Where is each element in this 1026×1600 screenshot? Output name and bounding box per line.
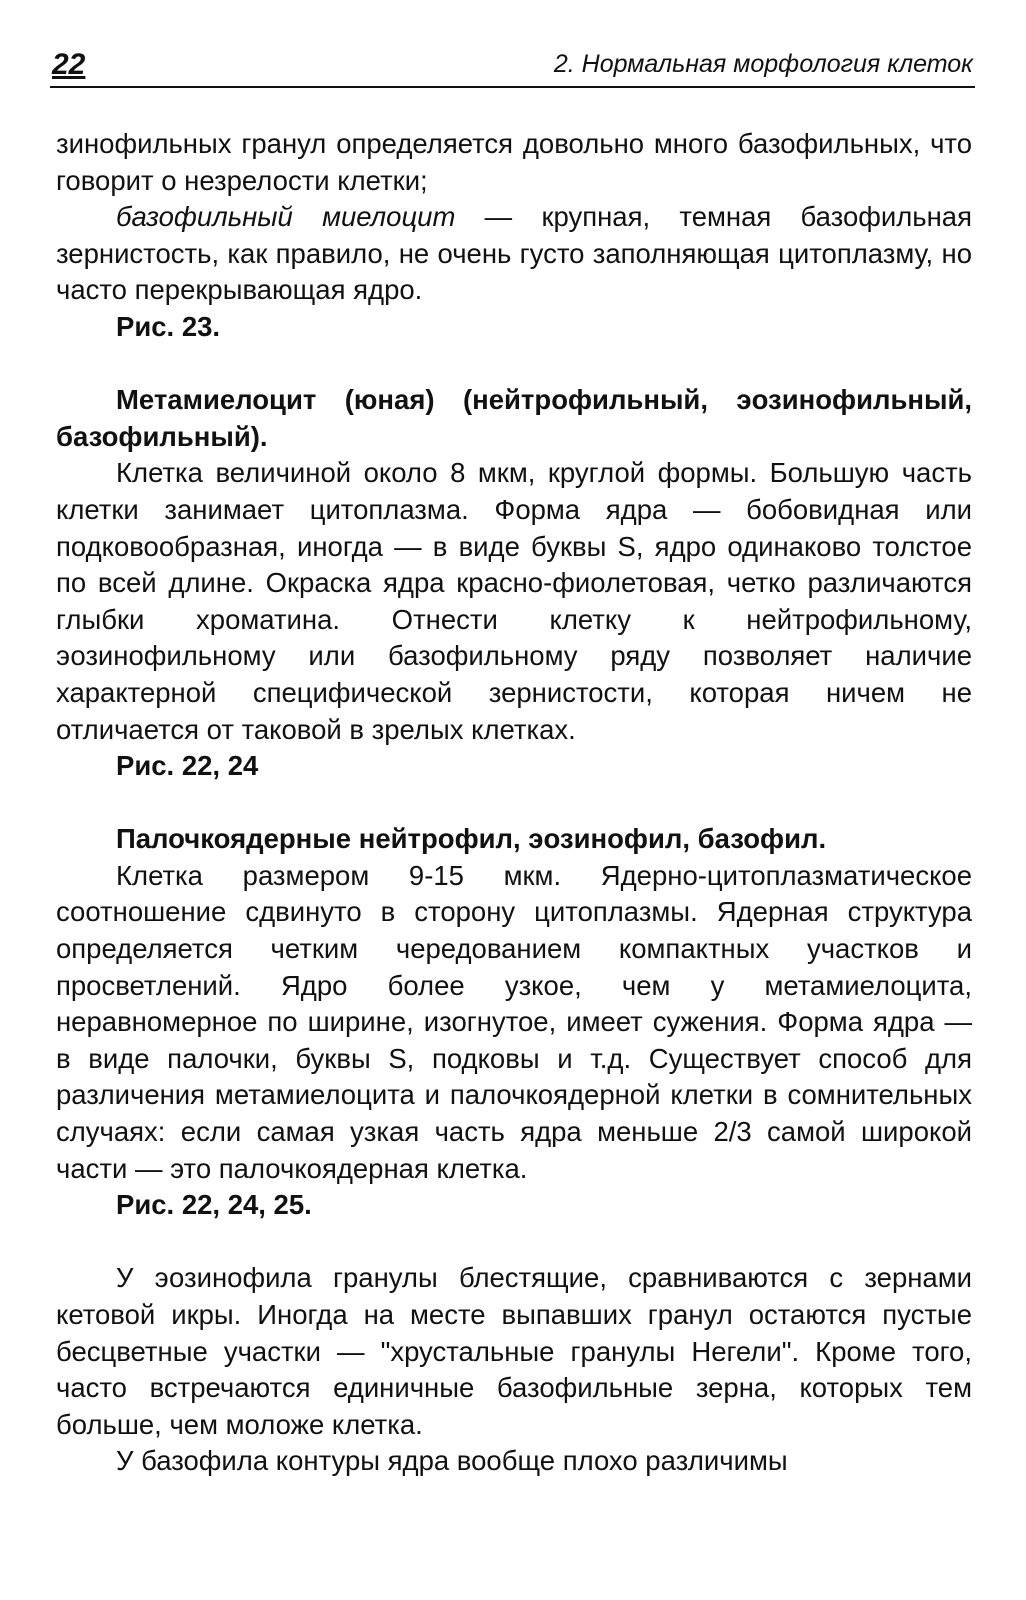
paragraph-eosinophil: У эозинофила гранулы блестящие, сравниваются с зернами кетовой икры. Иногда на месте выпавших гранул остаются пустые бесцветные участки — "хрустальные гранулы Негели". Кроме того, часто встречаются единичные базофильные зерна, которых тем больше, чем моложе клетка.: [56, 1262, 972, 1440]
paragraph-continuation: зинофильных гранул определяется довольно много базофильных, что говорит о незрелости клетки;: [56, 128, 972, 196]
paragraph-basophil: У базофила контуры ядра вообще плохо различимы: [116, 1445, 788, 1477]
spacer: [56, 785, 972, 822]
paragraph-band-cells: Клетка размером 9-15 мкм. Ядерно-цитоплазматическое соотношение сдвинуто в сторону цитоплазмы. Ядерная структура определяется четким чередованием компактных участков и просветлений. Ядро более узкое, чем у метамиелоцита, неравномерное по ширине, изогнутое, имеет сужения. Форма ядра — в виде палочки, буквы S, подковы и т.д. Существует способ для различения метамиелоцита и палочкоядерной клетки в сомнительных случаях: если самая узкая часть ядра меньше 2/3 самой широкой части — это палочкоядерная клетка.: [56, 859, 972, 1184]
section-heading-band-cells: Палочкоядерные нейтрофил, эозинофил, базофил.: [116, 823, 827, 855]
definition-text: — крупная, темная базофильная зернистость, как правило, не очень густо заполняющая цитоплазму, но часто перекрывающая ядро.: [56, 201, 972, 306]
figure-reference: Рис. 22, 24, 25.: [116, 1189, 312, 1221]
running-title: 2. Нормальная морфология клеток: [553, 50, 973, 78]
page-number: 22: [52, 48, 86, 81]
figure-reference: Рис. 22, 24: [116, 750, 259, 782]
paragraph-metamyelocyte: Клетка величиной около 8 мкм, круглой формы. Большую часть клетки занимает цитоплазма. Форма ядра — бобовидная или подковообразная, иногда — в виде буквы S, ядро одинаково толстое по всей длине. Окраска ядра красно-фиолетовая, четко различаются глыбки хроматина. Отнести клетку к нейтрофильному, эозинофильному или базофильному ряду позволяет наличие характерной специфической зернистости, которая ничем не отличается от таковой в зрелых клетках.: [56, 457, 972, 745]
spacer: [56, 1224, 972, 1261]
spacer: [56, 346, 972, 383]
figure-reference: Рис. 23.: [116, 310, 221, 342]
section-heading-metamyelocyte: Метамиелоцит (юная) (нейтрофильный, эозинофильный, базофильный).: [56, 384, 972, 452]
paragraph-basophilic-myelocyte: [56, 199, 972, 309]
body-text: [56, 126, 972, 1480]
term-basophilic-myelocyte: базофильный миелоцит: [116, 201, 456, 233]
page-header: [50, 44, 975, 88]
